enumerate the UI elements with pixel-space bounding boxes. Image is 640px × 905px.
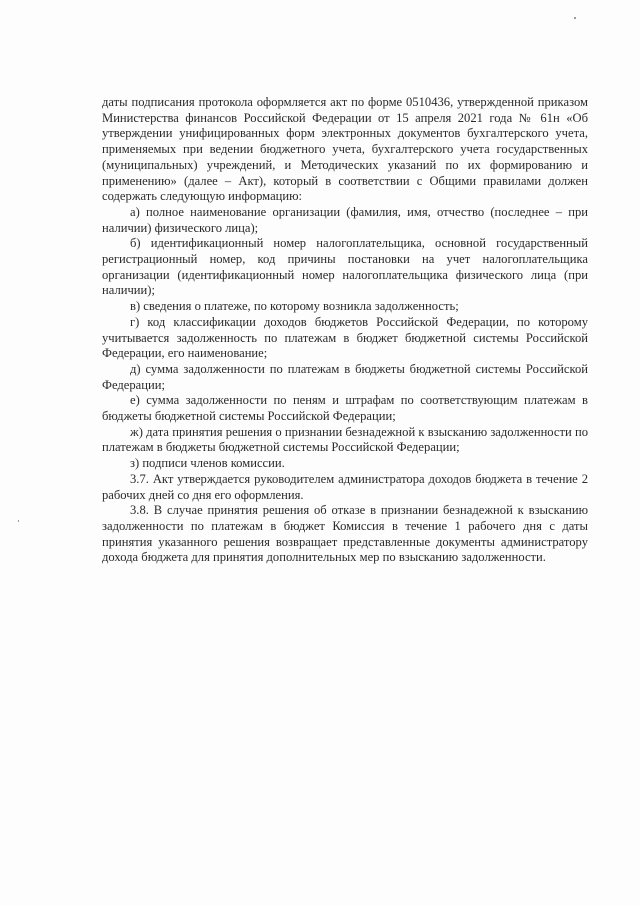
paragraph-act-intro: даты подписания протокола оформляется акт по форме 0510436, утвержденной приказом Министерства финансов Российской Федерации от 15 апреля 2021 года № 61н «Об утверждении унифицированных форм электронных документов бухгалтерского учета, применяемых при ведении бюджетного учета, бухгалтерского учета государственных (муниципальных) учреждений, и Методических указаний по их формированию и применению» (далее – Акт), который в соответствии с Общими правилами должен содержать следующую информацию: <box>102 95 588 204</box>
list-item-v: в) сведения о платеже, по которому возникла задолженность; <box>130 299 459 314</box>
list-item-a: а) полное наименование организации (фамилия, имя, отчество (последнее – при наличии) физического лица); <box>102 204 588 235</box>
clause-3-8: 3.8. В случае принятия решения об отказе в признании безнадежной к взысканию задолженности по платежам в бюджет Комиссия в течение 1 рабочего дня с даты принятия указанного решения возвращает представленные документы администратору дохода бюджета для принятия дополнительных мер по взысканию задолженности. <box>102 503 588 565</box>
scan-speck <box>18 520 19 522</box>
scan-speck <box>574 17 576 19</box>
list-item-zh: ж) дата принятия решения о признании безнадежной к взысканию задолженности по платежам в бюджеты бюджетной системы Российской Федерации; <box>102 424 588 455</box>
list-item-d: д) сумма задолженности по платежам в бюджеты бюджетной системы Российской Федерации; <box>102 361 588 392</box>
document-body <box>102 95 588 566</box>
list-item-b: б) идентификационный номер налогоплательщика, основной государственный регистрационный номер, код причины постановки на учет налогоплательщика организации (идентификационный номер налогоплательщика физического лица (при наличии); <box>102 236 588 298</box>
clause-3-7: 3.7. Акт утверждается руководителем администратора доходов бюджета в течение 2 рабочих дней со дня его оформления. <box>102 471 588 502</box>
list-item-g: г) код классификации доходов бюджетов Российской Федерации, по которому учитывается задолженность по платежам в бюджет бюджетной системы Российской Федерации, его наименование; <box>102 314 588 361</box>
list-item-z: з) подписи членов комиссии. <box>130 456 285 471</box>
list-item-e: е) сумма задолженности по пеням и штрафам по соответствующим платежам в бюджеты бюджетной системы Российской Федерации; <box>102 393 588 424</box>
